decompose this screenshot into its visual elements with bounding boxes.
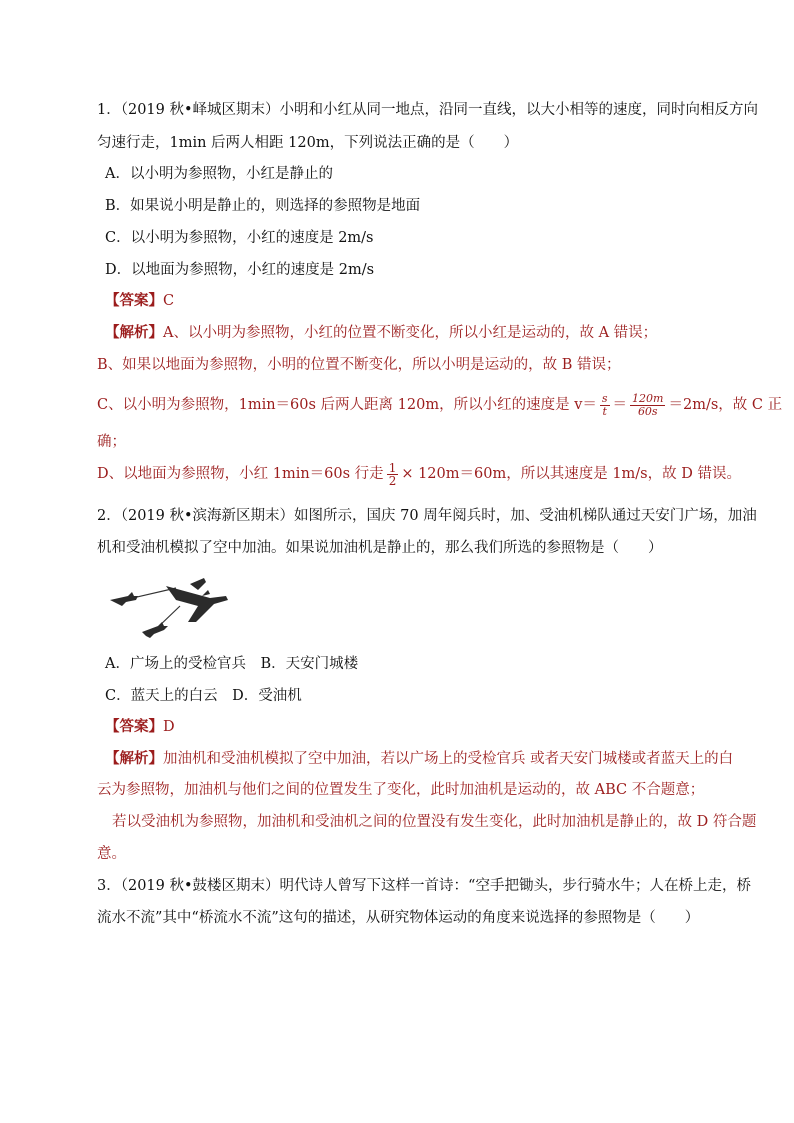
q2-analysis-line2: 云为参照物，加油机与他们之间的位置发生了变化，此时加油机是运动的，故 ABC 不合题意； (97, 782, 705, 798)
fraction-denominator: 2 (388, 473, 397, 488)
analysis-text: 加油机和受油机模拟了空中加油，若以广场上的受检官兵 或者天安门城楼或者蓝天上的白 (163, 751, 734, 767)
q2-analysis-line3: 若以受油机为参照物，加油机和受油机之间的位置没有发生变化，此时加油机是静止的，故 D 符合题 (112, 814, 757, 830)
q1-stem-line2: 匀速行走，1min 后两人相距 120m，下列说法正确的是（ ） (97, 135, 519, 151)
q2-options-row1: A．广场上的受检官兵 B．天安门城楼 (105, 656, 359, 672)
q2-stem-line2: 机和受油机模拟了空中加油。如果说加油机是静止的，那么我们所选的参照物是（ ） (97, 540, 663, 556)
q2-options-row2: C．蓝天上的白云 D．受油机 (105, 688, 302, 704)
fraction-numerator: s (601, 391, 608, 405)
q1-option-b: B．如果说小明是静止的，则选择的参照物是地面 (105, 198, 421, 214)
q1-analysis-c-line2: 确； (97, 434, 126, 450)
equals-sign: ＝ (612, 397, 628, 413)
q1-option-d: D．以地面为参照物，小红的速度是 2m/s (105, 262, 375, 278)
fraction-numerator: 120m (632, 391, 664, 405)
fraction-numerator: 1 (388, 460, 397, 475)
analysis-tag: 【解析】 (105, 324, 163, 341)
fraction-denominator: 60s (637, 404, 658, 418)
q2-analysis-line1 (105, 749, 733, 769)
receiver-plane-bottom-icon (142, 622, 168, 638)
q1-stem-line1: 1．（2019 秋•峄城区期末）小明和小红从同一地点，沿同一直线，以大小相等的速度，同时向相反方向 (97, 102, 759, 118)
q1-analysis-a (105, 323, 657, 343)
q1-answer (105, 291, 174, 311)
q1-analysis-d (97, 461, 741, 487)
answer-value: D (163, 719, 175, 735)
answer-tag: 【答案】 (105, 292, 163, 309)
analysis-d-pre: D、以地面为参照物，小红 1min＝60s 行走 (97, 466, 384, 482)
tanker-plane-icon (166, 578, 228, 622)
q3-stem-line1: 3．（2019 秋•鼓楼区期末）明代诗人曾写下这样一首诗：“空手把锄头，步行骑水牛；人在桥上走，桥 (97, 878, 751, 894)
analysis-text: A、以小明为参照物，小红的位置不断变化，所以小红是运动的，故 A 错误； (163, 325, 658, 341)
fraction-denominator: t (602, 404, 607, 418)
q2-stem-line1: 2．（2019 秋•滨海新区期末）如图所示，国庆 70 周年阅兵时，加、受油机梯队通过天安门广场，加油 (97, 508, 757, 524)
analysis-c-post: ＝2m/s，故 C 正 (668, 397, 783, 413)
q1-option-c: C．以小明为参照物，小红的速度是 2m/s (105, 230, 374, 246)
q2-answer (105, 717, 175, 737)
analysis-c-pre: C、以小明为参照物，1min＝60s 后两人距离 120m，所以小红的速度是 v＝ (97, 397, 597, 413)
q1-option-a: A．以小明为参照物，小红是静止的 (105, 166, 333, 182)
q2-analysis-line4: 意。 (97, 846, 126, 862)
q3-stem-line2: 流水不流”其中“桥流水不流”这句的描述，从研究物体运动的角度来说选择的参照物是（ ） (97, 910, 700, 926)
analysis-tag: 【解析】 (105, 750, 163, 767)
refueling-aircraft-image (106, 566, 232, 642)
answer-value: C (163, 293, 175, 309)
fraction-120m-over-60s (630, 393, 665, 418)
q1-analysis-b: B、如果以地面为参照物，小明的位置不断变化，所以小明是运动的，故 B 错误； (97, 357, 621, 373)
fraction-one-half (387, 462, 399, 487)
q1-analysis-c (97, 392, 782, 418)
receiver-plane-top-icon (110, 592, 138, 606)
answer-tag: 【答案】 (105, 718, 163, 735)
analysis-d-post: × 120m＝60m，所以其速度是 1m/s，故 D 错误。 (401, 466, 741, 482)
fraction-s-over-t (600, 393, 610, 418)
